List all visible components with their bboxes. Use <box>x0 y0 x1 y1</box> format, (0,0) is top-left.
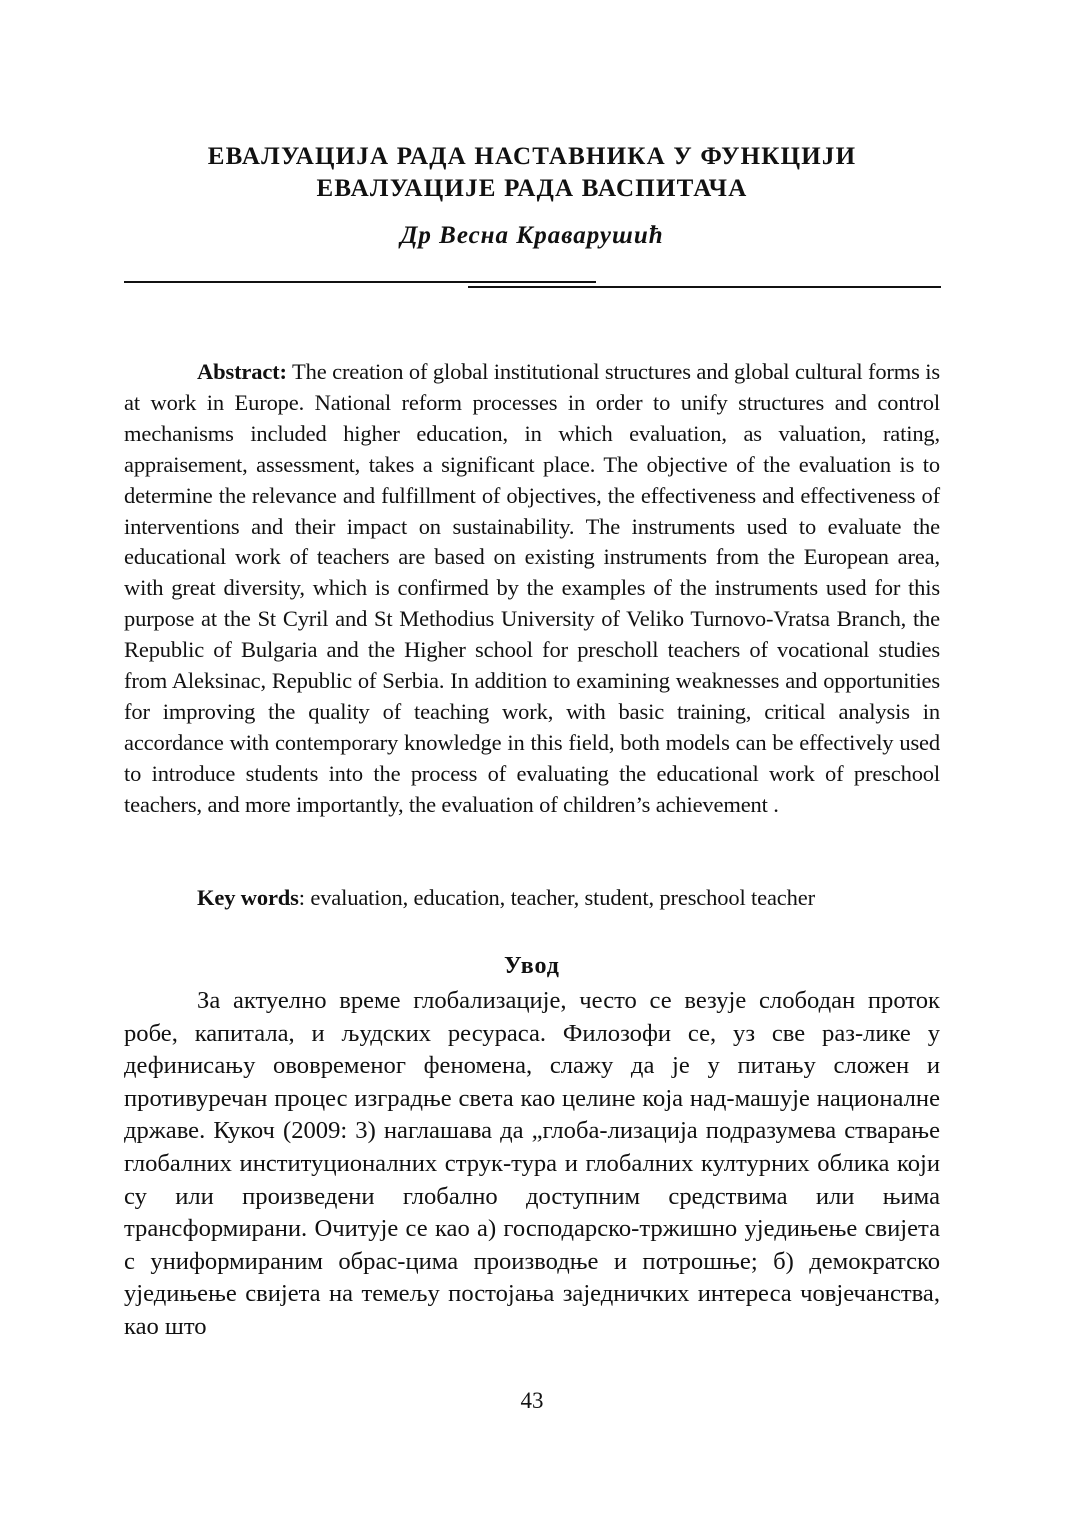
section-heading-introduction: Увод <box>504 953 560 979</box>
article-author: Др Весна Краварушић <box>400 222 664 249</box>
title-separator-rule-right <box>468 286 941 288</box>
keywords-text: : evaluation, education, teacher, student, preschool teacher <box>298 885 815 910</box>
introduction-paragraph: За актуелно време глобализације, често се везује слободан проток робе, капитала, и људских ресураса. Филозофи се, уз све раз-лике у дефинисању ововременог феномена, слажу да је у питању сложен и противуречан процес изградње света као целине која над-машује националне државе. Кукоч (2009: 3) наглашава да „глоба-лизација подразумева стварање глобалних институционалних струк-тура и глобалних културних облика који су или произведени глобално доступним средствима или њима трансформирани. Очитује се као а) господарско-тржишно уједињење свијета с униформираним обрас-цима производње и потрошње; б) демократско уједињење свијета на темељу постојања заједничких интереса човјечанства, као што <box>124 987 940 1340</box>
article-title-line-1: ЕВАЛУАЦИЈА РАДА НАСТАВНИКА У ФУНКЦИЈИ <box>207 143 857 170</box>
abstract-text: The creation of global institutional structures and global cultural forms is at work in Europe. National reform processes in order to unify structures and control mechanisms included higher education, in which evaluation, as valuation, rating, appraisement, assessment, takes a significant place. The objective of the evaluation is to determine the relevance and fulfillment of objectives, the effectiveness and effectiveness of interventions and their impact on sustainability. The instruments used to evaluate the educational work of teachers are based on existing instruments from the European area, with great diversity, which is confirmed by the examples of the instruments used for this purpose at the St Cyril and St Methodius University of Veliko Turnovo-Vratsa Branch, the Republic of Bulgaria and the Higher school for prescholl teachers of vocational studies from Aleksinac, Republic of Serbia. In addition to examining weaknesses and opportunities for improving the quality of teaching work, with basic training, critical analysis in accordance with contemporary knowledge in this field, both models can be effectively used to introduce students into the process of evaluating the educational work of preschool teachers, and more importantly, the evaluation of children’s achievement . <box>124 359 940 817</box>
article-title-line-2: ЕВАЛУАЦИЈЕ РАДА ВАСПИТАЧА <box>316 175 748 202</box>
keywords-label: Key words <box>197 885 299 910</box>
keywords-paragraph <box>124 883 940 913</box>
abstract-label: Abstract: <box>197 359 287 384</box>
abstract-paragraph <box>124 357 940 821</box>
page-number: 43 <box>520 1388 544 1413</box>
title-separator-rule-left <box>124 281 596 283</box>
